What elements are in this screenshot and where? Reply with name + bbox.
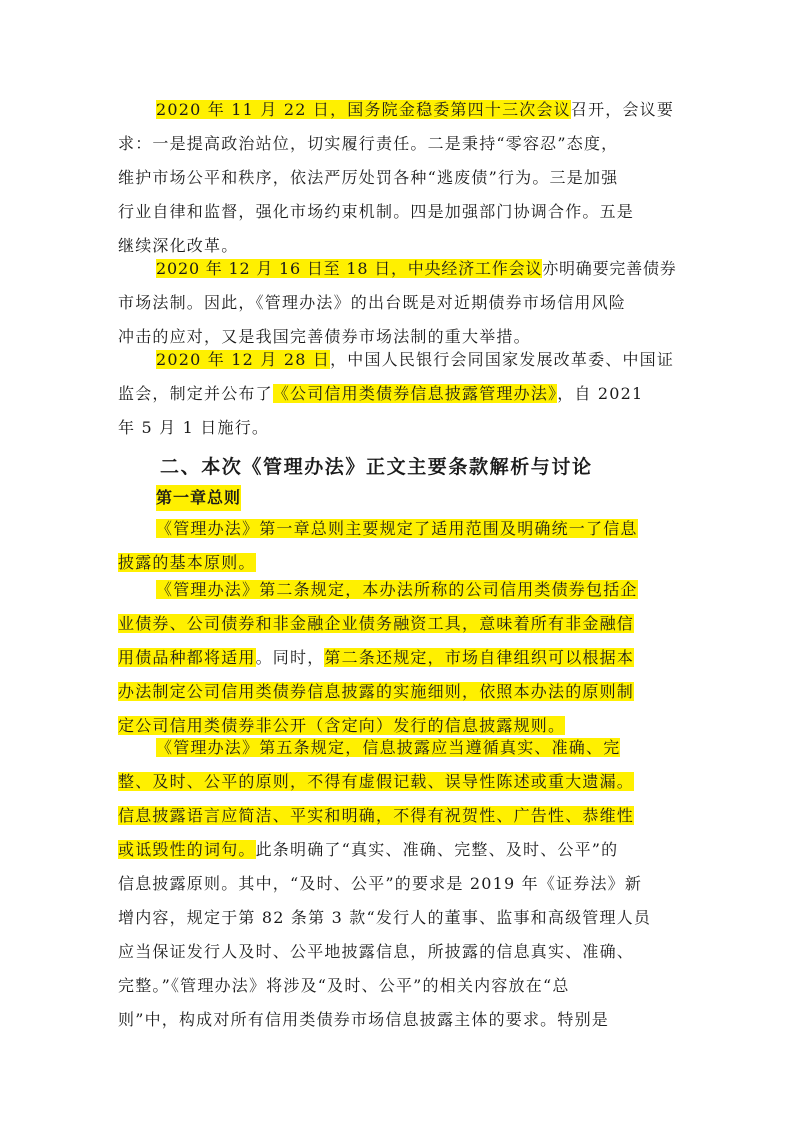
text-span: 年 5 月 1 日施行。 xyxy=(118,418,270,437)
highlighted-text: 2020 年 11 月 22 日，国务院金稳委第四十三次会议 xyxy=(156,100,571,119)
text-span: ，中国人民银行会同国家发展改革委、中国证 xyxy=(330,350,675,369)
highlighted-text: 《管理办法》第一章总则主要规定了适用范围及明确统一了信息 xyxy=(156,519,638,538)
text-span: 增内容，规定于第 82 条第 3 款“发行人的董事、监事和高级管理人员 xyxy=(118,908,652,927)
text-line xyxy=(118,768,634,796)
text-span: 此条明确了“真实、准确、完整、及时、公平”的 xyxy=(255,840,619,859)
text-span: 继续深化改革。 xyxy=(118,236,239,255)
chapter-heading: 第一章总则 xyxy=(156,485,241,511)
text-span: 则”中，构成对所有信用类债券市场信息披露主体的要求。特别是 xyxy=(118,1010,609,1029)
text-line xyxy=(118,972,570,1000)
text-line xyxy=(156,255,677,283)
text-line xyxy=(118,904,651,932)
text-span: 行业自律和监督，强化市场约束机制。四是加强部门协调合作。五是 xyxy=(118,202,635,221)
highlighted-text: 定公司信用类债券非公开（含定向）发行的信息披露规则。 xyxy=(118,716,566,735)
highlighted-text: 《管理办法》第二条规定，本办法所称的公司信用类债券包括企 xyxy=(156,580,638,599)
highlighted-text: 第二条还规定，市场自律组织可以根据本 xyxy=(324,648,635,667)
highlighted-text: 2020 年 12 月 16 日至 18 日，中央经济工作会议 xyxy=(156,259,543,278)
text-line xyxy=(118,130,618,158)
text-line xyxy=(156,734,620,762)
text-span: ，自 2021 xyxy=(557,384,644,403)
highlighted-text: 业债券、公司债券和非金融企业债务融资工具，意味着所有非金融信 xyxy=(118,614,635,633)
text-line xyxy=(118,164,618,192)
text-span: 应当保证发行人及时、公平地披露信息，所披露的信息真实、准确、 xyxy=(118,942,635,961)
highlighted-text: 办法制定公司信用类债券信息披露的实施细则，依照本办法的原则制 xyxy=(118,682,635,701)
highlighted-text: 《公司信用类债券信息披露管理办法》 xyxy=(272,384,558,403)
text-line xyxy=(118,802,634,830)
text-line xyxy=(118,380,643,408)
text-span: 维护市场公平和秩序，依法严厉处罚各种“逃废债”行为。三是加强 xyxy=(118,168,619,187)
text-line xyxy=(118,644,634,672)
highlighted-text: 2020 年 12 月 28 日 xyxy=(156,350,331,369)
text-span: 市场法制。因此，《管理办法》的出台既是对近期债券市场信用风险 xyxy=(118,293,627,312)
text-span: 监会，制定并公布了 xyxy=(118,384,273,403)
highlighted-text: 披露的基本原则。 xyxy=(118,553,256,572)
text-line xyxy=(156,576,638,604)
highlighted-text: 《管理办法》第五条规定，信息披露应当遵循真实、准确、完 xyxy=(156,738,621,757)
highlighted-text: 整、及时、公平的原则，不得有虚假记载、误导性陈述或重大遗漏。 xyxy=(118,772,635,791)
text-line xyxy=(118,414,269,442)
text-span: 冲击的应对，又是我国完善债券市场法制的重大举措。 xyxy=(118,327,531,346)
text-span: 。同时， xyxy=(255,648,325,667)
text-line xyxy=(156,515,638,543)
text-line xyxy=(118,678,634,706)
section-heading: 二、本次《管理办法》正文主要条款解析与讨论 xyxy=(160,456,593,478)
text-span: 召开，会议要 xyxy=(570,100,675,119)
highlighted-text: 用债品种都将适用 xyxy=(118,648,256,667)
text-line xyxy=(156,346,674,374)
text-line xyxy=(118,289,626,317)
text-span: 求：一是提高政治站位，切实履行责任。二是秉持“零容忍”态度， xyxy=(118,134,619,153)
text-line xyxy=(118,938,634,966)
highlighted-text: 信息披露语言应简洁、平实和明确，不得有祝贺性、广告性、恭维性 xyxy=(118,806,635,825)
text-line xyxy=(118,610,634,638)
text-line xyxy=(156,96,674,124)
text-line xyxy=(118,870,642,898)
text-span: 完整。”《管理办法》将涉及“及时、公平”的相关内容放在“总 xyxy=(118,976,570,995)
text-span: 信息披露原则。其中，“及时、公平”的要求是 2019 年《证券法》新 xyxy=(118,874,643,893)
text-line xyxy=(118,549,256,577)
text-line xyxy=(118,1006,609,1034)
text-line xyxy=(118,836,618,864)
text-span: 亦明确要完善债券 xyxy=(542,259,677,278)
text-line xyxy=(118,198,634,226)
highlighted-text: 或诋毁性的词句。 xyxy=(118,840,256,859)
